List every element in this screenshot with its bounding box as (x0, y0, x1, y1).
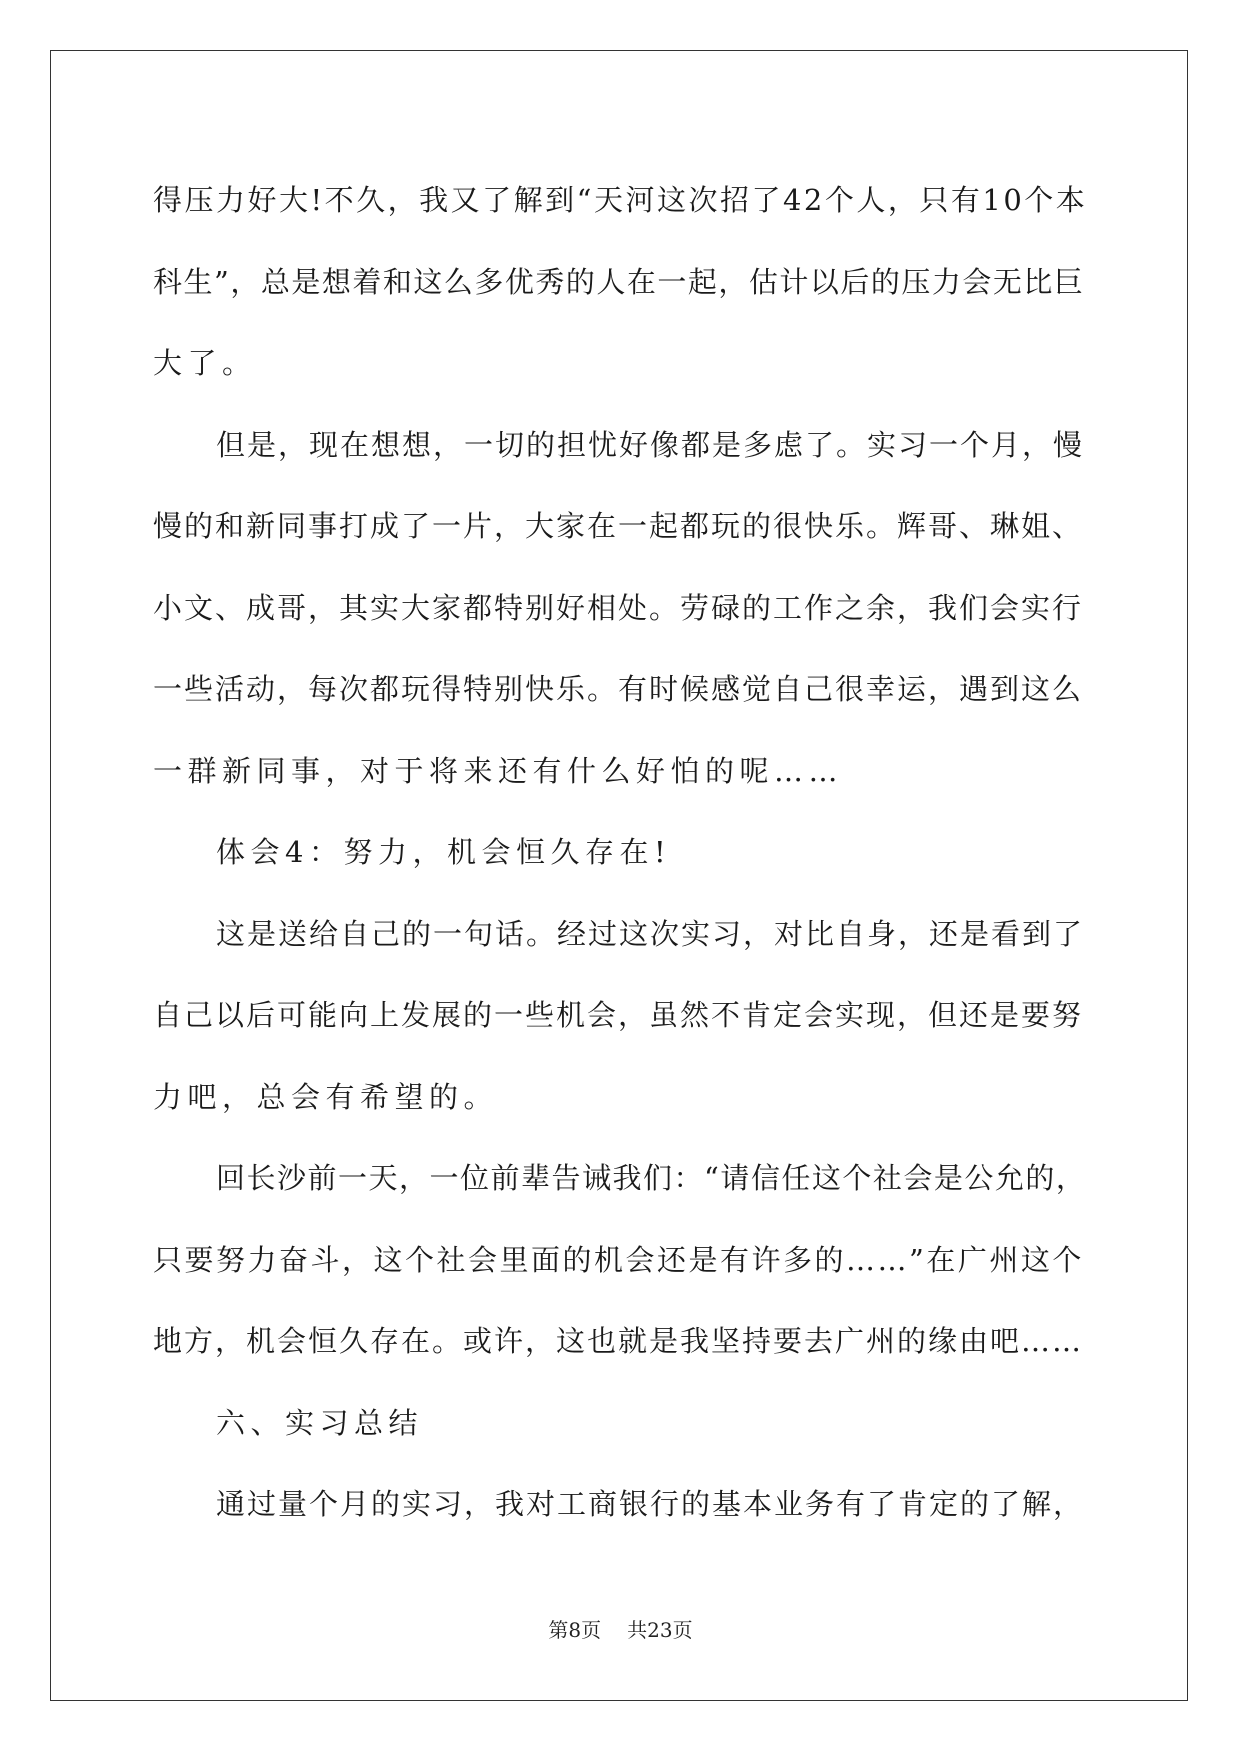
paragraph (153, 405, 1088, 813)
text-line: 一群新同事，对于将来还有什么好怕的呢…… (153, 753, 844, 788)
text-line: 小文、成哥，其实大家都特别好相处。劳碌的工作之余，我们会实行 (153, 590, 1084, 625)
document-body (153, 160, 1088, 1546)
text-line: 这是送给自己的一句话。经过这次实习，对比自身，还是看到了 (216, 916, 1085, 951)
page-footer (0, 1614, 1241, 1643)
text-line: 地方，机会恒久存在。或许，这也就是我坚持要去广州的缘由吧…… (153, 1324, 1084, 1358)
page-total: 共23页 (627, 1618, 693, 1642)
paragraph (153, 894, 1088, 1139)
page-number: 第8页 (548, 1618, 602, 1642)
text-line: 通过量个月的实习，我对工商银行的基本业务有了肯定的了解， (216, 1487, 1085, 1521)
text-line: 回长沙前一天，一位前辈告诫我们：“请信任这个社会是公允的， (216, 1161, 1087, 1195)
paragraph (153, 1138, 1088, 1383)
text-line: 科生”，总是想着和这么多优秀的人在一起，估计以后的压力会无比巨 (153, 264, 1085, 299)
text-line: 只要努力奋斗，这个社会里面的机会还是有许多的……”在广州这个 (153, 1242, 1084, 1277)
text-line: 六、实习总结 (216, 1405, 424, 1440)
text-line: 力吧，总会有希望的。 (153, 1079, 499, 1114)
paragraph (153, 812, 1088, 894)
paragraph (153, 1383, 1088, 1465)
text-line: 得压力好大!不久，我又了解到“天河这次招了42个人，只有10个本 (153, 183, 1088, 217)
text-line: 大了。 (153, 346, 257, 380)
text-line: 自己以后可能向上发展的一些机会，虽然不肯定会实现，但还是要努 (153, 998, 1084, 1032)
text-line: 体会4：努力，机会恒久存在! (216, 835, 672, 869)
paragraph (153, 1464, 1088, 1546)
text-line: 慢的和新同事打成了一片，大家在一起都玩的很快乐。辉哥、琳姐、 (153, 509, 1084, 543)
text-line: 一些活动，每次都玩得特别快乐。有时候感觉自己很幸运，遇到这么 (153, 672, 1084, 706)
text-line: 但是，现在想想，一切的担忧好像都是多虑了。实习一个月，慢 (216, 427, 1085, 462)
paragraph (153, 160, 1088, 405)
